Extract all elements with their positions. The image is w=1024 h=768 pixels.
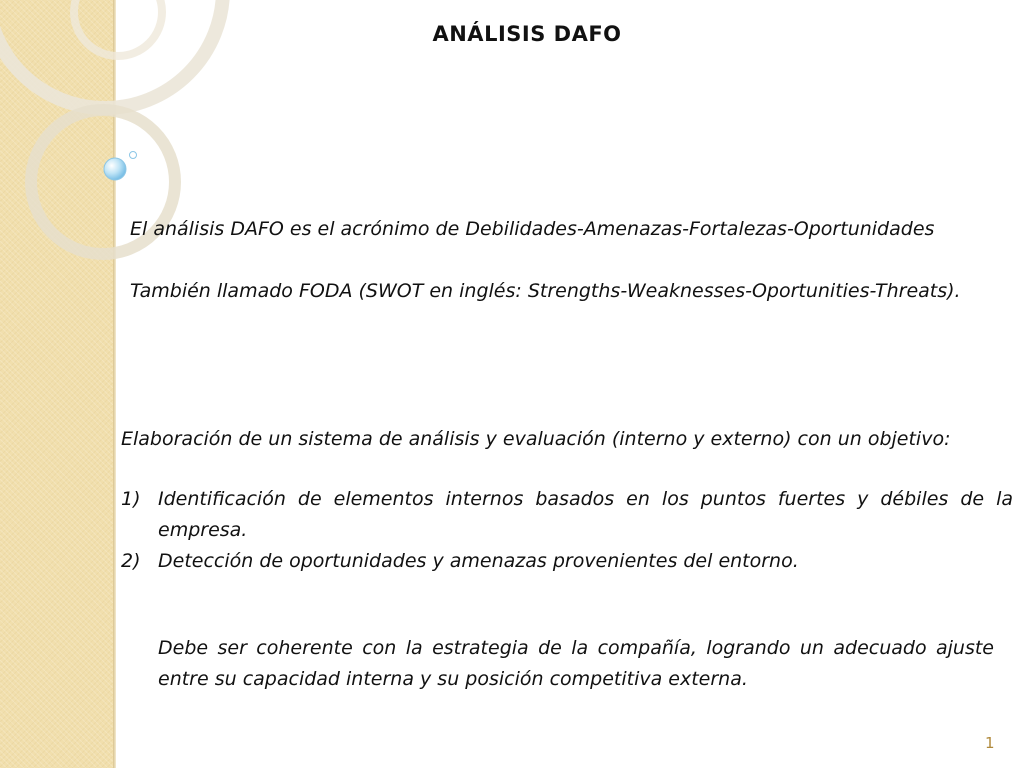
intro-line-acronym: El análisis DAFO es el acrónimo de Debilidades-Amenazas-Fortalezas-Oportunidades	[130, 218, 935, 240]
list-item	[121, 546, 1013, 577]
list-item	[121, 484, 1013, 546]
list-item-text: Detección de oportunidades y amenazas provenientes del entorno.	[158, 550, 799, 572]
intro-line-foda: También llamado FODA (SWOT en inglés: Strengths-Weaknesses-Oportunities-Threats).	[130, 280, 961, 302]
objectives-list	[121, 484, 1013, 577]
ring-small	[74, 0, 162, 56]
list-item-number: 1)	[121, 488, 141, 510]
elaboration-text: Elaboración de un sistema de análisis y evaluación (interno y externo) con un objetivo:	[121, 428, 951, 450]
closing-text: Debe ser coherente con la estrategia de la compañía, logrando un adecuado ajuste entre su capacidad interna y su posición competitiva externa.	[158, 637, 994, 690]
bubble-small	[130, 152, 137, 159]
slide-title: ANÁLISIS DAFO	[432, 22, 622, 46]
page-number: 1	[985, 734, 995, 752]
bubble-large	[104, 158, 126, 180]
list-item-text: Identificación de elementos internos basados en los puntos fuertes y débiles de la empresa.	[158, 488, 1013, 541]
list-item-number: 2)	[121, 550, 141, 572]
